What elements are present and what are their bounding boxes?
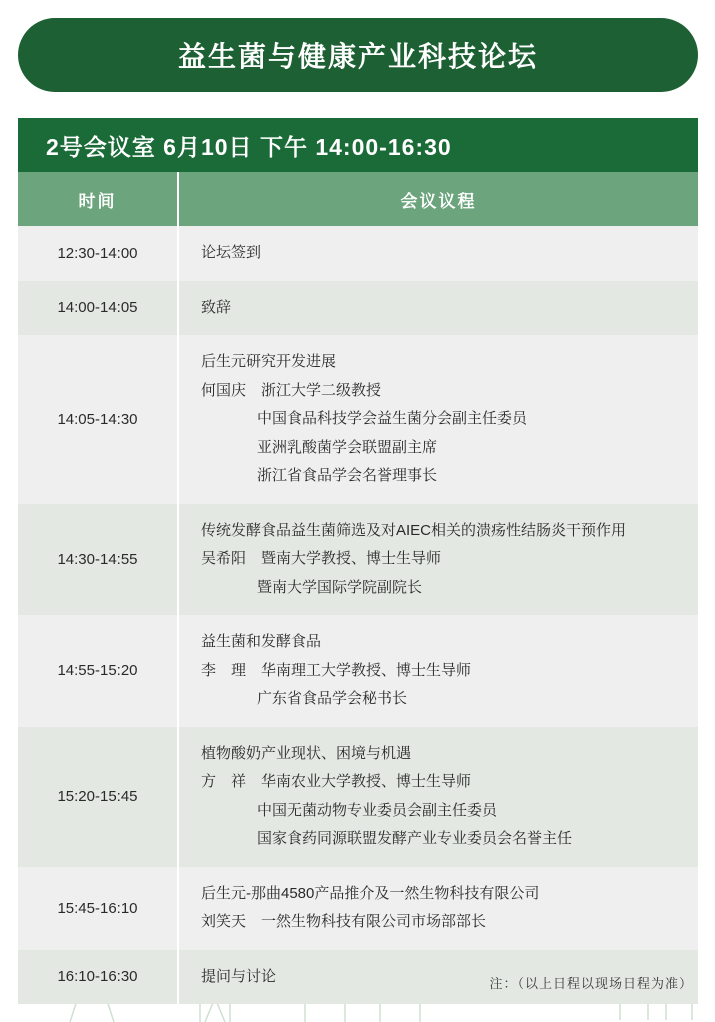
agenda-line: 李 理 华南理工大学教授、博士生导师 <box>201 661 472 679</box>
cell-agenda <box>178 226 698 281</box>
cell-time: 12:30-14:00 <box>18 226 178 281</box>
agenda-line: 中国无菌动物专业委员会副主任委员 <box>257 801 498 819</box>
cell-agenda <box>178 867 698 950</box>
cell-time: 15:45-16:10 <box>18 867 178 950</box>
cell-time: 14:30-14:55 <box>18 504 178 616</box>
agenda-line: 益生菌和发酵食品 <box>201 633 322 650</box>
column-header-agenda: 会议议程 <box>178 172 698 226</box>
cell-agenda <box>178 335 698 504</box>
agenda-line: 国家食药同源联盟发酵产业专业委员会名誉主任 <box>257 830 573 847</box>
agenda-line: 方 祥 华南农业大学教授、博士生导师 <box>201 773 472 790</box>
table-row <box>18 504 698 616</box>
table-row <box>18 615 698 727</box>
agenda-line: 吴希阳 暨南大学教授、博士生导师 <box>201 550 442 567</box>
cell-time: 16:10-16:30 <box>18 950 178 1005</box>
agenda-line: 论坛签到 <box>201 244 262 261</box>
agenda-line: 植物酸奶产业现状、困境与机遇 <box>201 744 412 762</box>
cell-time: 14:05-14:30 <box>18 335 178 504</box>
page-title: 益生菌与健康产业科技论坛 <box>177 41 538 72</box>
forum-title-banner <box>18 18 698 92</box>
agenda-line: 亚洲乳酸菌学会联盟副主席 <box>257 438 438 456</box>
cell-time: 15:20-15:45 <box>18 727 178 867</box>
agenda-table-head <box>18 172 698 226</box>
agenda-table <box>18 172 698 1004</box>
agenda-line: 广东省食品学会秘书长 <box>257 690 408 707</box>
table-row <box>18 226 698 281</box>
cell-agenda <box>178 615 698 727</box>
table-row <box>18 867 698 950</box>
cell-agenda <box>178 281 698 336</box>
agenda-line: 暨南大学国际学院副院长 <box>257 578 423 596</box>
agenda-line: 浙江省食品学会名誉理事长 <box>257 467 438 484</box>
agenda-line: 刘笑天 一然生物科技有限公司市场部部长 <box>201 913 487 930</box>
cell-time: 14:55-15:20 <box>18 615 178 727</box>
column-header-time: 时间 <box>18 172 178 226</box>
session-room-and-time: 2号会议室 6月10日 下午 14:00-16:30 <box>46 133 452 160</box>
agenda-line: 何国庆 浙江大学二级教授 <box>201 381 382 399</box>
cell-time: 14:00-14:05 <box>18 281 178 336</box>
agenda-table-body <box>18 226 698 1004</box>
footnote: 注：（以上日程以现场日程为准） <box>489 976 693 991</box>
agenda-line: 中国食品科技学会益生菌分会副主任委员 <box>257 410 528 427</box>
cell-agenda <box>178 504 698 616</box>
cell-agenda <box>178 727 698 867</box>
agenda-line: 后生元研究开发进展 <box>201 353 337 370</box>
table-row <box>18 727 698 867</box>
agenda-line: 致辞 <box>201 298 232 316</box>
table-header-row <box>18 172 698 226</box>
table-row <box>18 281 698 336</box>
agenda-line: 提问与讨论 <box>201 967 277 985</box>
agenda-line: 后生元-那曲4580产品推介及一然生物科技有限公司 <box>201 884 540 902</box>
table-row <box>18 335 698 504</box>
agenda-line: 传统发酵食品益生菌筛选及对AIEC相关的溃疡性结肠炎干预作用 <box>201 521 627 539</box>
session-info-bar <box>18 118 698 172</box>
